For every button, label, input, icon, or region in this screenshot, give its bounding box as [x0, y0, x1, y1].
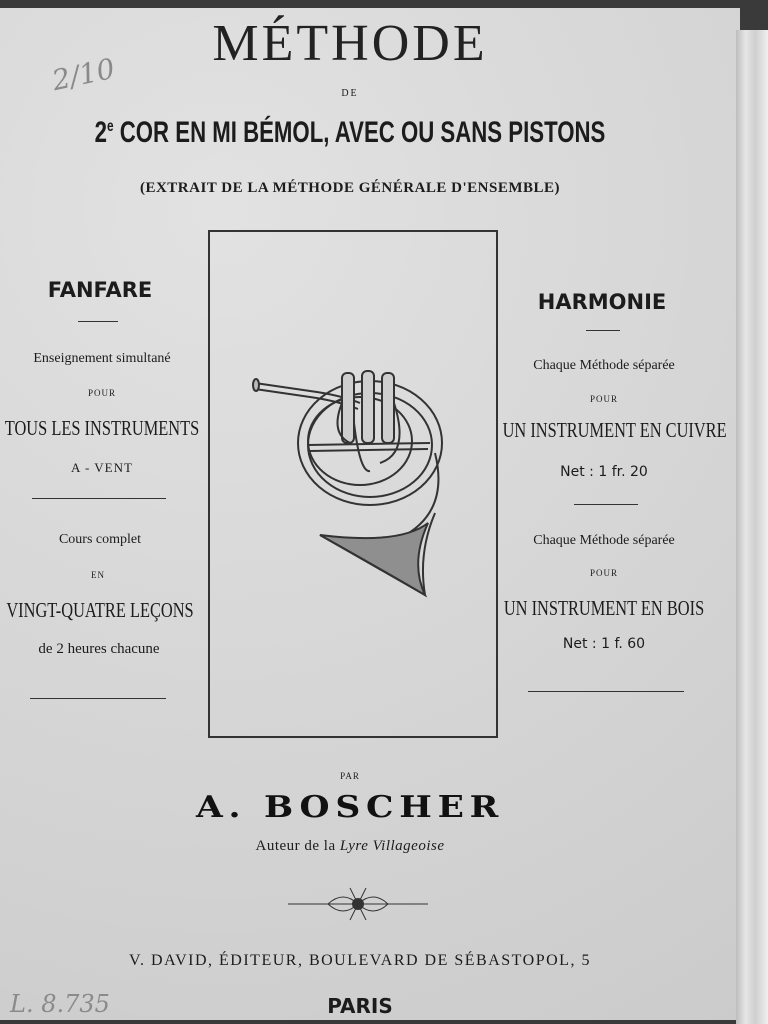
ornament-divider	[528, 691, 684, 692]
ornament-divider	[78, 321, 118, 322]
right-chaque2: Chaque Méthode séparée	[533, 533, 675, 548]
right-chaque1: Chaque Méthode séparée	[533, 358, 675, 373]
par-label: PAR	[340, 771, 360, 781]
extract-note: (EXTRAIT DE LA MÉTHODE GÉNÉRALE D'ENSEMBLE)	[139, 180, 561, 196]
right-pour2: POUR	[589, 568, 618, 578]
right-bois: UN INSTRUMENT EN BOIS	[503, 596, 705, 620]
left-en: EN	[91, 570, 105, 580]
author-note: Auteur de la Lyre Villageoise	[255, 838, 445, 854]
left-instruments: TOUS LES INSTRUMENTS	[4, 416, 200, 440]
handwritten-note-bottom: L. 8.735	[10, 990, 110, 1018]
ornament-divider	[32, 498, 166, 499]
left-pour: POUR	[87, 388, 116, 398]
left-vent: A - VENT	[71, 460, 133, 475]
left-line1: Enseignement simultané	[33, 351, 171, 366]
ornament-divider	[586, 330, 620, 331]
left-cours: Cours complet	[58, 532, 142, 547]
right-net2: Net : 1 f. 60	[562, 636, 646, 652]
subtitle: 2e COR EN MI BÉMOL, AVEC OU SANS PISTONS	[94, 116, 606, 149]
page-edge	[736, 30, 768, 1024]
french-horn-icon	[250, 363, 460, 603]
page-title: MÉTHODE	[212, 15, 488, 72]
right-pour1: POUR	[589, 394, 618, 404]
author-name: A. BOSCHER	[195, 790, 505, 825]
fleuron-ornament-icon	[288, 882, 428, 926]
ornament-divider	[30, 698, 166, 699]
right-net1: Net : 1 fr. 20	[560, 464, 648, 480]
right-cuivre: UN INSTRUMENT EN CUIVRE	[502, 418, 727, 442]
handwritten-note-top: 2/10	[49, 51, 118, 98]
left-heading: FANFARE	[47, 278, 153, 302]
left-lecons: VINGT-QUATRE LEÇONS	[6, 598, 194, 622]
de-label: DE	[341, 88, 359, 99]
right-heading: HARMONIE	[537, 290, 667, 314]
city-label: PARIS	[327, 994, 393, 1018]
ornament-divider	[574, 504, 638, 505]
left-duree: de 2 heures chacune	[38, 641, 160, 657]
publisher-line: V. DAVID, ÉDITEUR, BOULEVARD DE SÉBASTOPOL, 5	[129, 952, 591, 969]
title-page	[0, 8, 740, 1020]
